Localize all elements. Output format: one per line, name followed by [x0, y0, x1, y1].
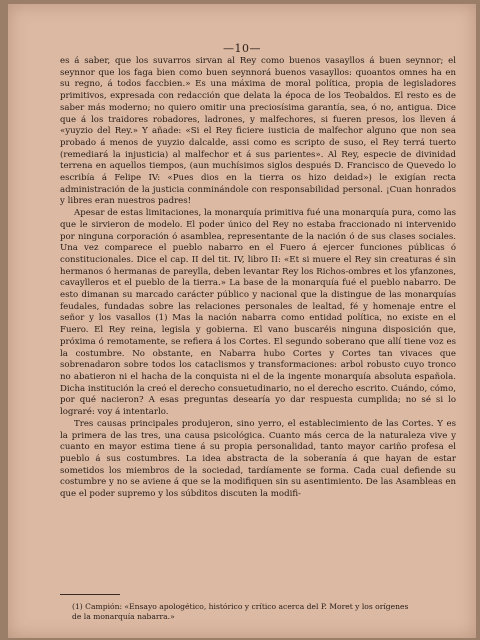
footnote [60, 602, 456, 622]
page-number: —10— [223, 42, 261, 55]
footnote-line-2: de la monarquía nabarra.» [72, 612, 175, 621]
paragraph-1: es á saber, que los suvarros sirvan al Rey como buenos vasayllos á buen seynnor; el seynnor que los faga bien como buen seynnorá buenos vasayllos: quoantos omnes ha en su regno, á todos faccbien.» Es una máxima de moral política, propia de legisladores primitivos, expresada con redacción que delata la época de los Teobaldos. El resto es de saber más moderno; no quiero omitir una preciosísima garantía, sea, ó no, antigua. Dice que á los traidores robadores, ladrones, y malfechores, si fueren presos, los lleven á «yuyzio del Rey.» Y añade: «Si el Rey ficiere iusticia de malfechor alguno que non sea probado á menos de yuyzio dalcalde, assi como es scripto de suso, el Rey terrá tuerto (remediará la injusticia) al malfechor et á sus parientes». Al Rey, especie de divinidad terrena en aquellos tiempos, (aun muchísimos siglos después D. Francisco de Quevedo lo escribía á Felipe IV: «Pues dios en la tierra os hizo deidad») le exigían recta administración de la justicia conminándole con responsabilidad personal. ¡Cuan honrados y libres eran nuestros padres! [60, 56, 456, 207]
paragraph-2: Apesar de estas limitaciones, la monarquía primitiva fué una monarquía pura, como las que le sirvieron de modelo. El poder único del Rey no estaba fraccionado ni intervenido por ninguna corporación ó asamblea, representante de la nación ó de sus clases sociales. Una vez comparece el pueblo nabarro en el Fuero á ejercer funciones públicas ó constitucionales. Dice el cap. II del tit. IV, libro II: «Et si muere el Rey sin creaturas é sin hermanos ó hermanas de pareylla, deben levantar Rey los Richos-ombres et los yfanzones, cavaylleros et el pueblo de la tierra.» La base de la monarquía fué el pueblo nabarro. De esto dimanan su marcado carácter público y nacional que la distingue de las monarquías feudales, fundadas sobre las relaciones personales de lealtad, fé y homenaje entre el señor y los vasallos (1) Mas la nación nabarra como entidad política, no existe en el Fuero. El Rey reina, legisla y gobierna. El vano buscaréis ninguna disposición que, próxima ó remotamente, se refiera á los Cortes. El segundo soberano que allí tiene voz es la costumbre. No obstante, en Nabarra hubo Cortes y Cortes tan vivaces que sobrenadaron sobre todos los cataclismos y transformaciones: arbol robusto cuyo tronco no abatieron ni el hacha de la conquista ni el de la ingente monarquía absoluta española. Dicha institución la creó el derecho consuetudinario, no el derecho escrito. Cuándo, cómo, por qué nacieron? A esas preguntas desearía yo dar respuesta cumplida; no sé si lo lograré: voy á intentarlo. [60, 208, 456, 418]
body-text [60, 56, 456, 501]
paragraph-3: Tres causas principales produjeron, sino yerro, el establecimiento de las Cortes. Y es la primera de las tres, una causa psicológica. Cuanto más cerca de la naturaleza vive y cuanto en mayor estima tiene á su propia personalidad, tanto mayor cariño profesa el pueblo á sus costumbres. La idea abstracta de la soberanía á que hayan de estar sometidos los miembros de la sociedad, tardíamente se forma. Cada cual defiende su costumbre y no se aviene á que se la modifiquen sin su asentimiento. De las Asambleas en que el poder supremo y los súbditos discuten la modifi- [60, 418, 456, 500]
document-page [8, 4, 476, 638]
footnote-rule [60, 594, 120, 595]
footnote-line-1: (1) Campión: «Ensayo apologético, histórico y crítico acerca del P. Moret y los orígenes [72, 602, 409, 611]
